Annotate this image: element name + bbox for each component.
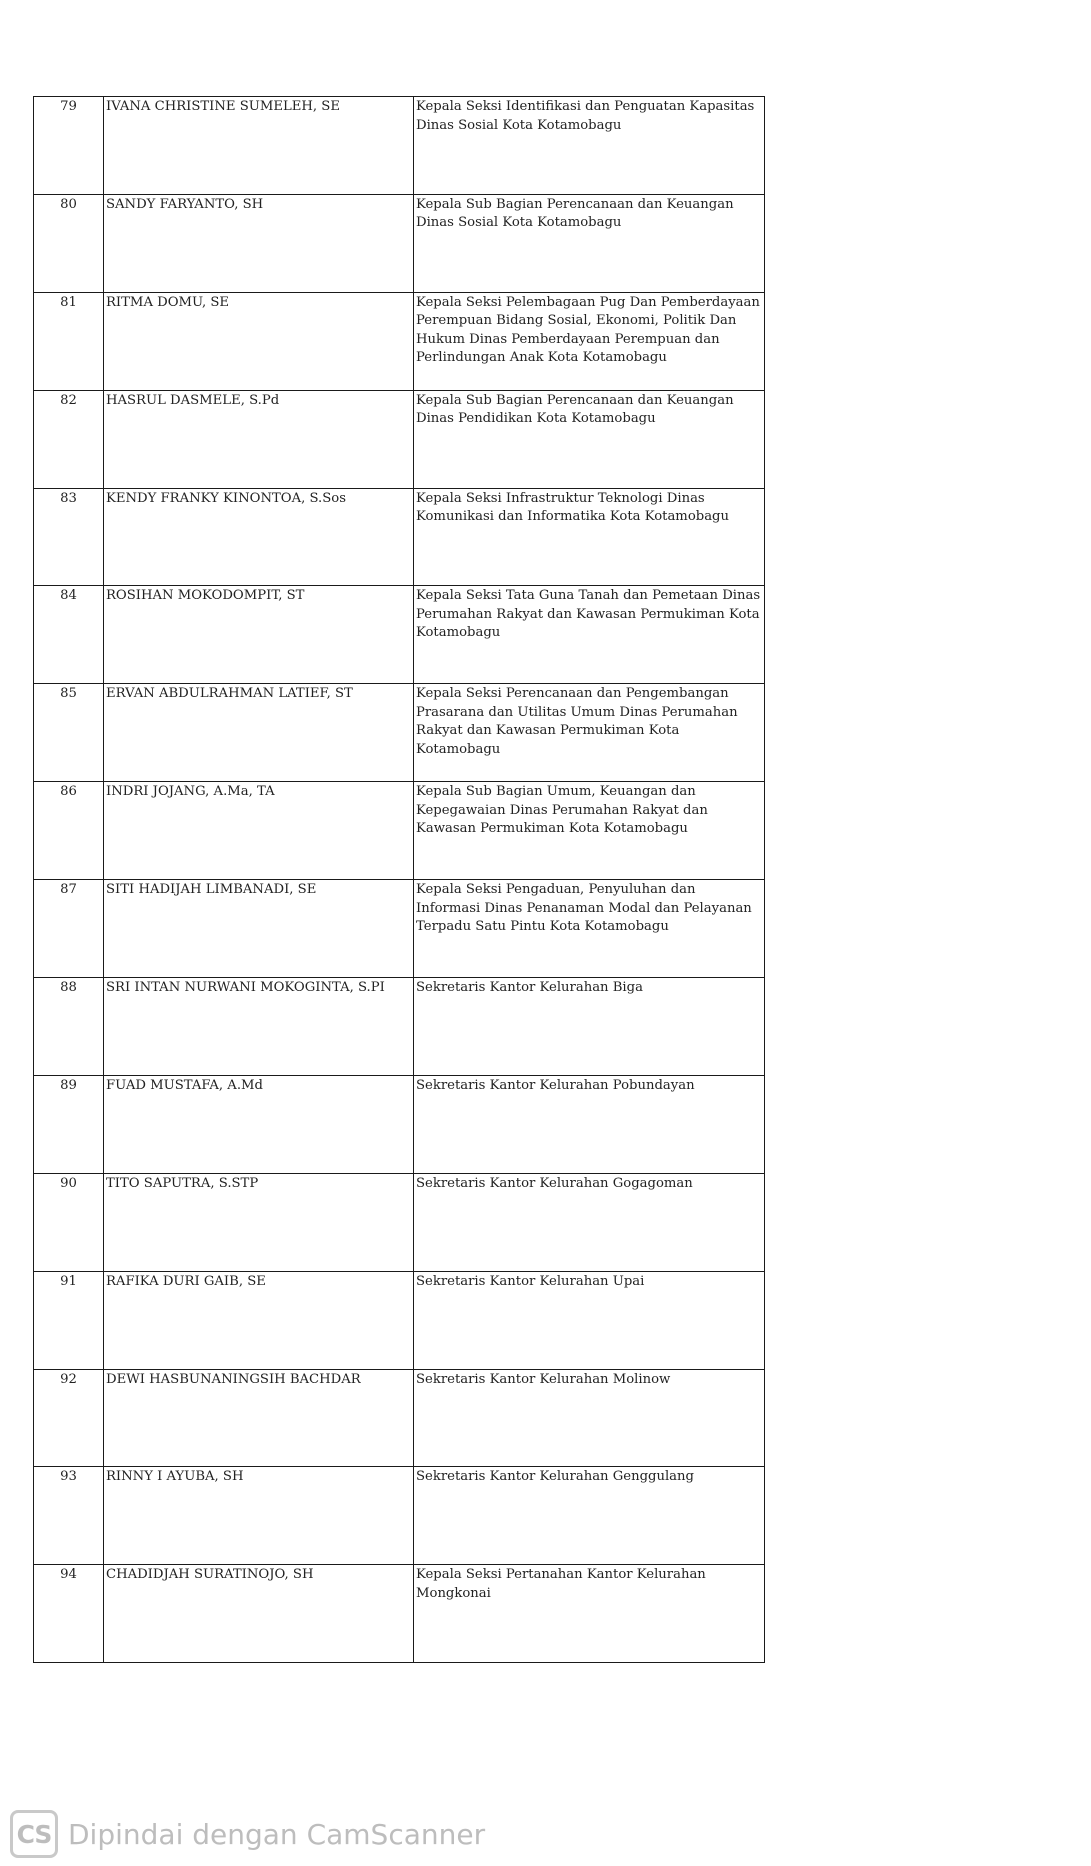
employee-position: Sekretaris Kantor Kelurahan Pobundayan xyxy=(414,1075,765,1173)
table-row xyxy=(34,1173,765,1271)
row-number: 83 xyxy=(34,488,104,586)
employee-name: IVANA CHRISTINE SUMELEH, SE xyxy=(104,97,414,195)
table-row xyxy=(34,880,765,978)
employee-position: Sekretaris Kantor Kelurahan Gogagoman xyxy=(414,1173,765,1271)
employee-name: SITI HADIJAH LIMBANADI, SE xyxy=(104,880,414,978)
employee-position: Kepala Sub Bagian Umum, Keuangan dan Kepegawaian Dinas Perumahan Rakyat dan Kawasan Permukiman Kota Kotamobagu xyxy=(414,782,765,880)
table-row xyxy=(34,684,765,782)
personnel-table-container xyxy=(33,96,764,1663)
scanner-watermark xyxy=(10,1809,485,1859)
employee-name: RITMA DOMU, SE xyxy=(104,292,414,390)
row-number: 91 xyxy=(34,1271,104,1369)
employee-position: Sekretaris Kantor Kelurahan Genggulang xyxy=(414,1467,765,1565)
employee-name: KENDY FRANKY KINONTOA, S.Sos xyxy=(104,488,414,586)
row-number: 94 xyxy=(34,1565,104,1663)
row-number: 81 xyxy=(34,292,104,390)
employee-position: Kepala Seksi Infrastruktur Teknologi Dinas Komunikasi dan Informatika Kota Kotamobagu xyxy=(414,488,765,586)
row-number: 89 xyxy=(34,1075,104,1173)
employee-name: FUAD MUSTAFA, A.Md xyxy=(104,1075,414,1173)
employee-name: RAFIKA DURI GAIB, SE xyxy=(104,1271,414,1369)
personnel-table-body xyxy=(34,97,765,1663)
employee-position: Kepala Seksi Pengaduan, Penyuluhan dan Informasi Dinas Penanaman Modal dan Pelayanan Terpadu Satu Pintu Kota Kotamobagu xyxy=(414,880,765,978)
employee-name: ROSIHAN MOKODOMPIT, ST xyxy=(104,586,414,684)
employee-name: INDRI JOJANG, A.Ma, TA xyxy=(104,782,414,880)
row-number: 88 xyxy=(34,978,104,1076)
row-number: 86 xyxy=(34,782,104,880)
table-row xyxy=(34,97,765,195)
table-row xyxy=(34,1075,765,1173)
employee-name: SRI INTAN NURWANI MOKOGINTA, S.PI xyxy=(104,978,414,1076)
table-row xyxy=(34,586,765,684)
employee-name: DEWI HASBUNANINGSIH BACHDAR xyxy=(104,1369,414,1467)
table-row xyxy=(34,1271,765,1369)
employee-name: RINNY I AYUBA, SH xyxy=(104,1467,414,1565)
row-number: 82 xyxy=(34,390,104,488)
table-row xyxy=(34,1467,765,1565)
watermark-text: Dipindai dengan CamScanner xyxy=(68,1817,486,1851)
employee-position: Kepala Seksi Perencanaan dan Pengembangan Prasarana dan Utilitas Umum Dinas Perumahan Rakyat dan Kawasan Permukiman Kota Kotamobagu xyxy=(414,684,765,782)
row-number: 87 xyxy=(34,880,104,978)
row-number: 85 xyxy=(34,684,104,782)
row-number: 92 xyxy=(34,1369,104,1467)
row-number: 84 xyxy=(34,586,104,684)
personnel-table xyxy=(33,96,765,1663)
row-number: 80 xyxy=(34,194,104,292)
row-number: 79 xyxy=(34,97,104,195)
table-row xyxy=(34,1565,765,1663)
employee-position: Kepala Seksi Pelembagaan Pug Dan Pemberdayaan Perempuan Bidang Sosial, Ekonomi, Politik Dan Hukum Dinas Pemberdayaan Perempuan dan Perlindungan Anak Kota Kotamobagu xyxy=(414,292,765,390)
row-number: 93 xyxy=(34,1467,104,1565)
table-row xyxy=(34,390,765,488)
employee-name: HASRUL DASMELE, S.Pd xyxy=(104,390,414,488)
employee-position: Sekretaris Kantor Kelurahan Upai xyxy=(414,1271,765,1369)
employee-name: CHADIDJAH SURATINOJO, SH xyxy=(104,1565,414,1663)
table-row xyxy=(34,292,765,390)
table-row xyxy=(34,194,765,292)
employee-position: Kepala Sub Bagian Perencanaan dan Keuangan Dinas Pendidikan Kota Kotamobagu xyxy=(414,390,765,488)
table-row xyxy=(34,1369,765,1467)
table-row xyxy=(34,978,765,1076)
employee-name: ERVAN ABDULRAHMAN LATIEF, ST xyxy=(104,684,414,782)
employee-name: SANDY FARYANTO, SH xyxy=(104,194,414,292)
employee-position: Kepala Seksi Tata Guna Tanah dan Pemetaan Dinas Perumahan Rakyat dan Kawasan Permukiman Kota Kotamobagu xyxy=(414,586,765,684)
employee-position: Sekretaris Kantor Kelurahan Molinow xyxy=(414,1369,765,1467)
employee-position: Kepala Seksi Identifikasi dan Penguatan Kapasitas Dinas Sosial Kota Kotamobagu xyxy=(414,97,765,195)
row-number: 90 xyxy=(34,1173,104,1271)
camscanner-logo-icon: CS xyxy=(10,1810,58,1858)
employee-position: Kepala Sub Bagian Perencanaan dan Keuangan Dinas Sosial Kota Kotamobagu xyxy=(414,194,765,292)
employee-position: Kepala Seksi Pertanahan Kantor Kelurahan Mongkonai xyxy=(414,1565,765,1663)
employee-position: Sekretaris Kantor Kelurahan Biga xyxy=(414,978,765,1076)
employee-name: TITO SAPUTRA, S.STP xyxy=(104,1173,414,1271)
table-row xyxy=(34,488,765,586)
table-row xyxy=(34,782,765,880)
